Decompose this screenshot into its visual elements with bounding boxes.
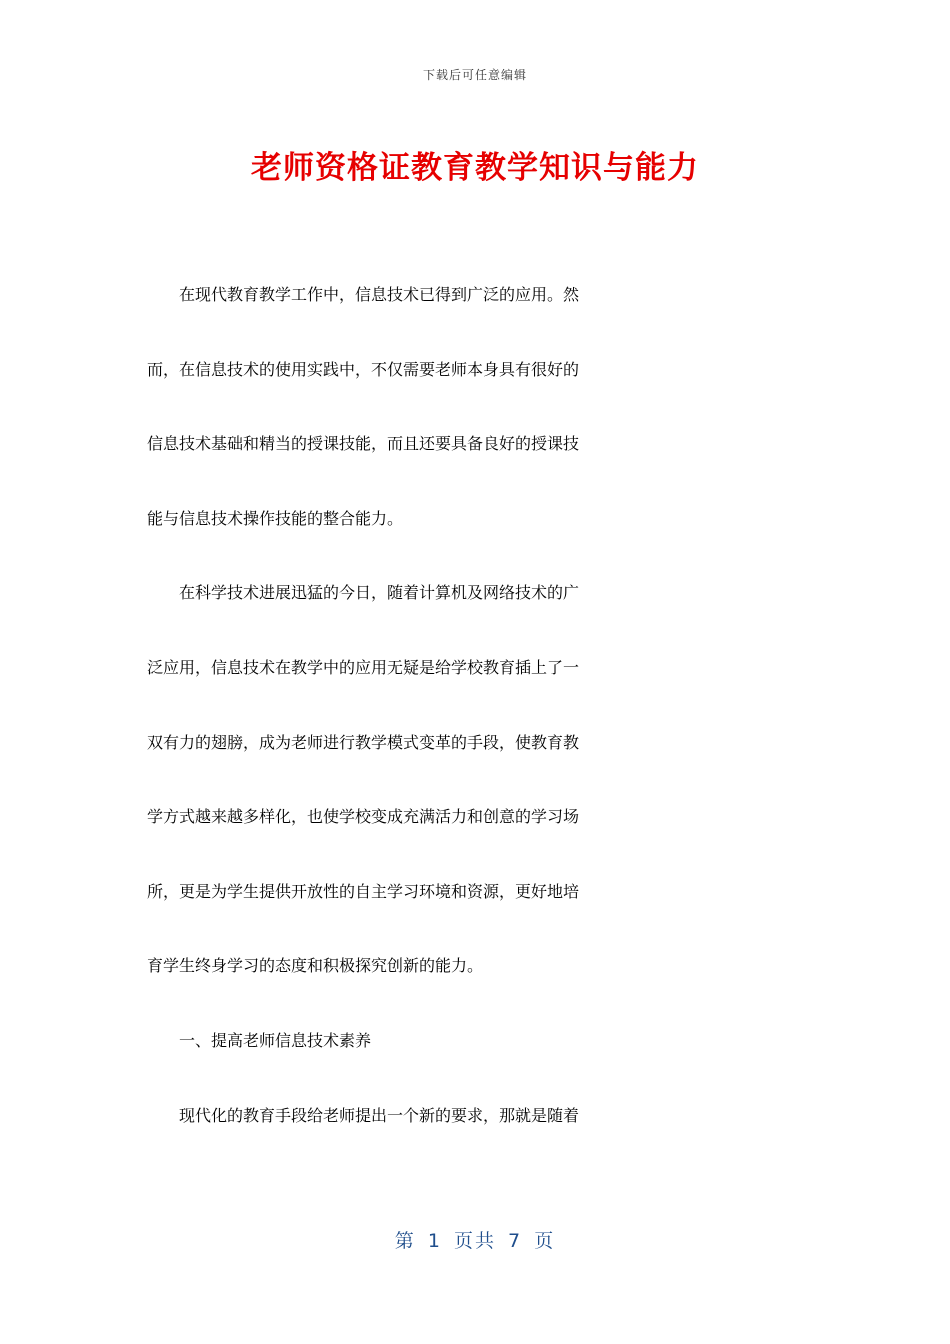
page-label-prefix: 第 [394, 1230, 416, 1252]
body-line: 信息技术基础和精当的授课技能，而且还要具备良好的授课技 [147, 434, 580, 454]
page-number: 1 [427, 1230, 442, 1252]
body-line: 所，更是为学生提供开放性的自主学习环境和资源，更好地培 [147, 881, 580, 901]
header-note: 下载后可任意编辑 [422, 68, 527, 82]
document-title: 老师资格证教育教学知识与能力 [251, 150, 699, 186]
body-line: 在科学技术进展迅猛的今日，随着计算机及网络技术的广 [147, 583, 580, 603]
section-heading: 一、提高老师信息技术素养 [147, 1030, 372, 1050]
body-line: 育学生终身学习的态度和积极探究创新的能力。 [147, 956, 484, 976]
page-footer [0, 1226, 950, 1253]
body-line: 而，在信息技术的使用实践中，不仅需要老师本身具有很好的 [147, 359, 580, 379]
document-body [147, 276, 792, 1171]
body-line: 在现代教育教学工作中，信息技术已得到广泛的应用。然 [147, 285, 580, 304]
total-pages: 7 [508, 1230, 523, 1252]
body-line: 现代化的教育手段给老师提出一个新的要求，那就是随着 [147, 1105, 580, 1125]
page-label-mid: 页共 [453, 1230, 496, 1252]
body-line: 学方式越来越多样化，也使学校变成充满活力和创意的学习场 [147, 807, 580, 827]
body-line: 泛应用，信息技术在教学中的应用无疑是给学校教育插上了一 [147, 657, 580, 677]
body-line: 能与信息技术操作技能的整合能力。 [147, 508, 404, 528]
body-line: 双有力的翅膀，成为老师进行教学模式变革的手段，使教育教 [147, 732, 580, 752]
page-label-suffix: 页 [534, 1230, 556, 1252]
